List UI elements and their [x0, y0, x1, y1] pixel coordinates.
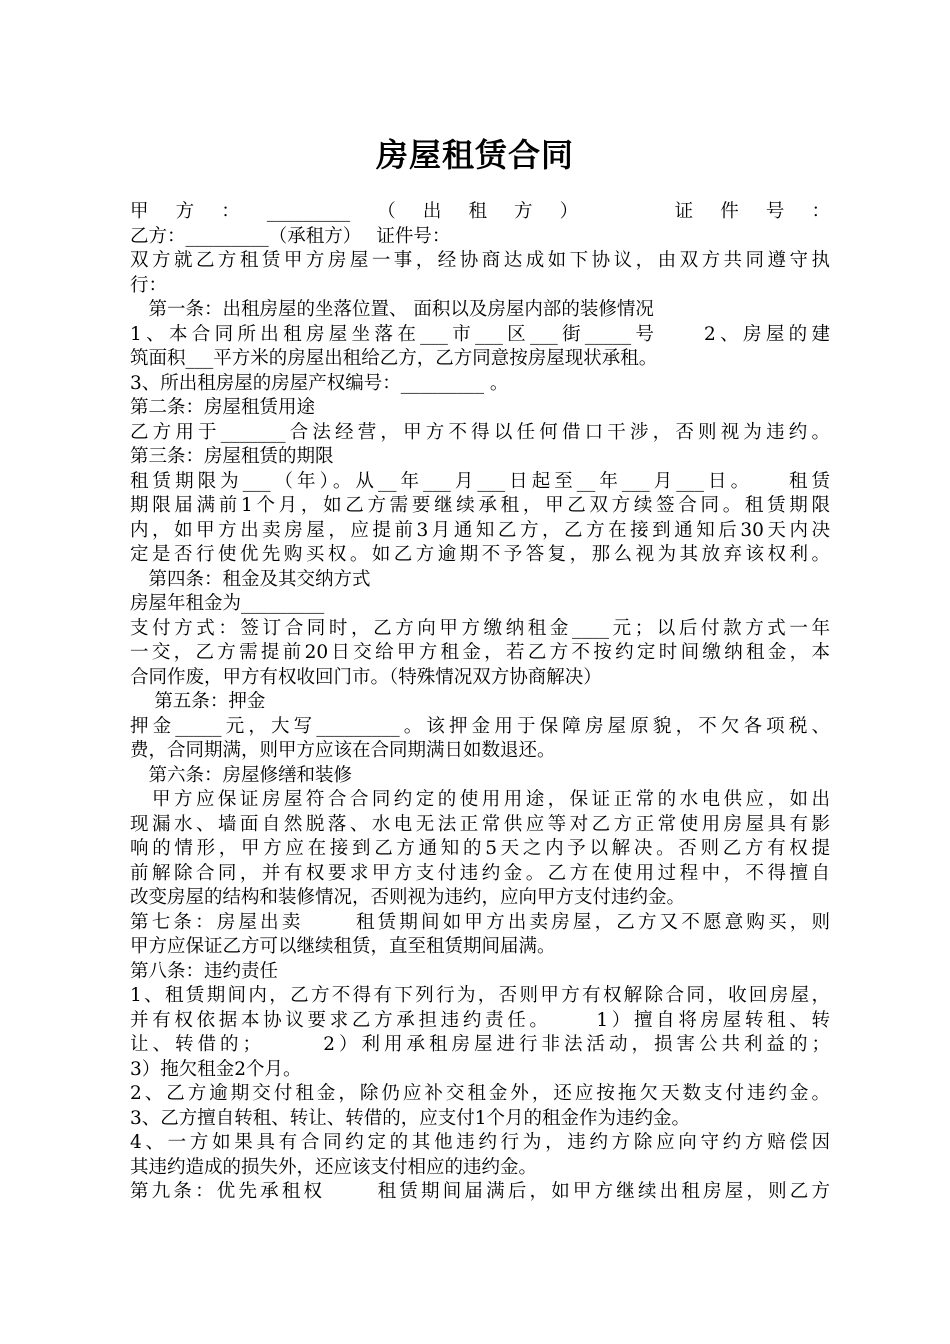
- text-line: 3、乙方擅自转租、转让、转借的，应支付1个月的租金作为违约金。: [130, 1107, 691, 1129]
- text-line: 定是否行使优先购买权。如乙方逾期不予答复，那么视为其放弃该权利。: [130, 544, 830, 565]
- party-b-line: 乙方：_________（承租方） 证件号：: [130, 225, 451, 247]
- text-line: 乙方用于_______合法经营，甲方不得以任何借口干涉，否则视为违约。: [130, 421, 830, 443]
- text-line: 甲方应保证乙方可以继续租赁，直至租赁期间届满。: [130, 936, 556, 957]
- text-line: 一交，乙方需提前20日交给甲方租金，若乙方不按约定时间缴纳租金，本: [130, 642, 830, 663]
- article-8-heading: 第八条：违约责任: [130, 960, 279, 982]
- text-line: 1、本合同所出租房屋坐落在___市___区___街_____号 2、房屋的建: [130, 323, 830, 345]
- text-line: 双方就乙方租赁甲方房屋一事，经协商达成如下协议，由双方共同遵守执: [130, 250, 830, 271]
- article-5-heading: 第五条：押金: [130, 691, 266, 712]
- article-6-heading: 第六条：房屋修缮和装修: [130, 764, 353, 786]
- text-line: 前解除合同，并有权要求甲方支付违约金。乙方在使用过程中，不得擅自: [130, 862, 830, 884]
- text-line: 内，如甲方出卖房屋，应提前3月通知乙方，乙方在接到通知后30天内决: [130, 519, 830, 541]
- text-line: 让、转借的； 2）利用承租房屋进行非法活动，损害公共利益的；: [130, 1034, 830, 1055]
- text-line: 甲方应保证房屋符合合同约定的使用用途，保证正常的水电供应，如出: [130, 789, 830, 810]
- party-a-line: 甲方：_________（出租方） 证件号：: [130, 201, 830, 222]
- text-line: 现漏水、墙面自然脱落、水电无法正常供应等对乙方正常使用房屋具有影: [130, 813, 830, 835]
- text-line: 押金_____元，大写_________。该押金用于保障房屋原貌，不欠各项税、: [130, 715, 830, 737]
- text-line: 3）拖欠租金2个月。: [130, 1058, 302, 1080]
- text-line: 支付方式：签订合同时，乙方向甲方缴纳租金____元；以后付款方式一年: [130, 617, 830, 639]
- text-line: 租赁期限为___（年）。从__年___月___日起至__年___月___日。 租赁: [130, 470, 830, 492]
- article-1-heading: 第一条：出租房屋的坐落位置、 面积以及房屋内部的装修情况: [130, 299, 654, 320]
- text-line: 响的情形，甲方应在接到乙方通知的5天之内予以解决。否则乙方有权提: [130, 838, 830, 859]
- text-line: 其违约造成的损失外，还应该支付相应的违约金。: [130, 1156, 538, 1178]
- text-line: 费，合同期满，则甲方应该在合同期满日如数退还。: [130, 740, 556, 761]
- text-line: 合同作废，甲方有权收回门市。（特殊情况双方协商解决）: [130, 666, 602, 688]
- text-line: 并有权依据本协议要求乙方承担违约责任。 1）擅自将房屋转租、转: [130, 1009, 830, 1031]
- article-7-line: 第七条：房屋出卖 租赁期间如甲方出卖房屋，乙方又不愿意购买，则: [130, 911, 830, 933]
- contract-body: [130, 200, 830, 1205]
- article-4-heading: 第四条：租金及其交纳方式: [130, 568, 371, 590]
- text-line: 房屋年租金为_________: [130, 593, 325, 614]
- article-2-heading: 第二条：房屋租赁用途: [130, 397, 316, 418]
- text-line: 4、一方如果具有合同约定的其他违约行为，违约方除应向守约方赔偿因: [130, 1132, 830, 1153]
- text-line: 3、所出租房屋的房屋产权编号：_________ 。: [130, 372, 509, 394]
- article-9-line: 第九条：优先承租权 租赁期间届满后，如甲方继续出租房屋，则乙方: [130, 1181, 830, 1202]
- article-3-heading: 第三条：房屋租赁的期限: [130, 446, 334, 467]
- text-line: 行：: [130, 274, 168, 296]
- text-line: 2、乙方逾期交付租金，除仍应补交租金外，还应按拖欠天数支付违约金。: [130, 1083, 830, 1104]
- text-line: 筑面积___平方米的房屋出租给乙方，乙方同意按房屋现状承租。: [130, 348, 658, 369]
- document-title: 房屋租赁合同: [375, 136, 574, 174]
- text-line: 期限届满前1个月，如乙方需要继续承租，甲乙双方续签合同。租赁期限: [130, 495, 830, 516]
- text-line: 改变房屋的结构和装修情况，否则视为违约，应向甲方支付违约金。: [130, 887, 686, 908]
- text-line: 1、租赁期间内，乙方不得有下列行为，否则甲方有权解除合同，收回房屋，: [130, 985, 830, 1006]
